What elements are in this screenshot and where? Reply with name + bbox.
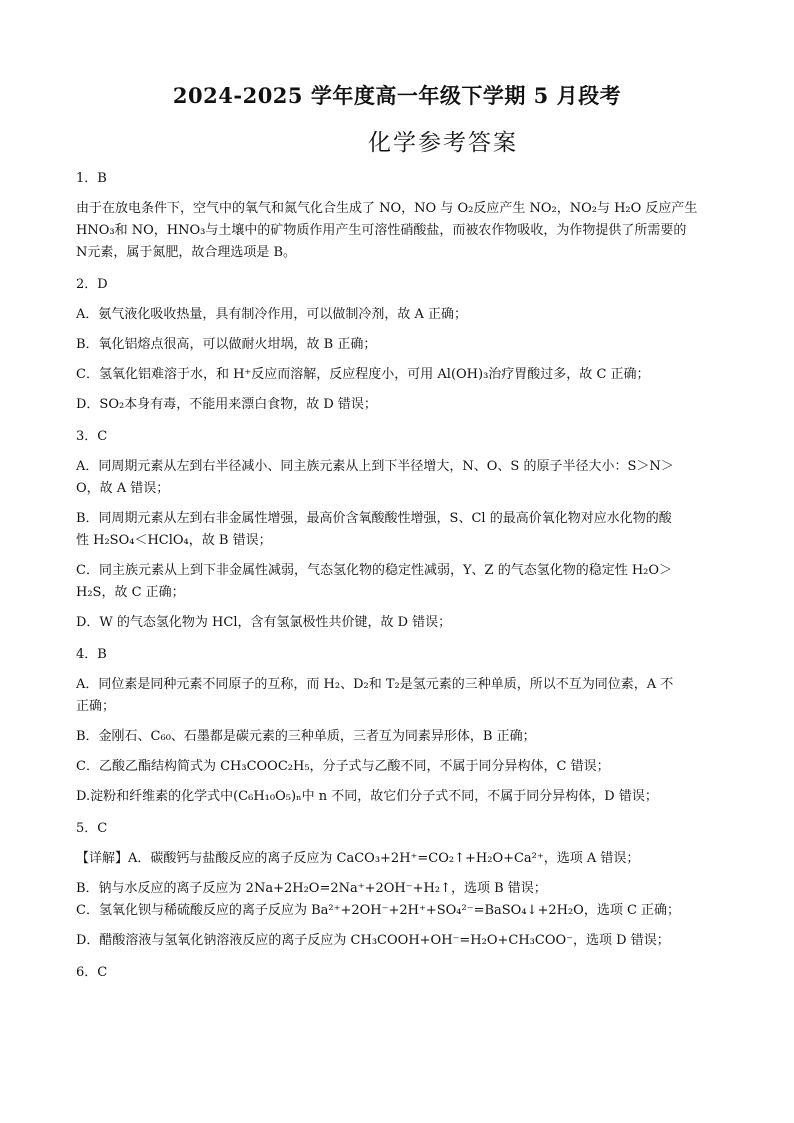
answer-line: C．氢氧化钡与稀硫酸反应的离子反应为 Ba²⁺+2OH⁻+2H⁺+SO₄²⁻=BaSO₄↓+2H₂O，选项 C 正确； — [76, 903, 681, 918]
answer-line: D.淀粉和纤维素的化学式中(C₆H₁₀O₅)ₙ中 n 不同，故它们分子式不同，不属于同分异构体，D 错误； — [76, 789, 658, 804]
answer-line: A．氨气液化吸收热量，具有制冷作用，可以做制冷剂，故 A 正确； — [76, 307, 468, 322]
answer-line: D．SO₂本身有毒，不能用来漂白食物，故 D 错误； — [76, 397, 377, 412]
answer-line: C．氢氧化铝难溶于水，和 H⁺反应而溶解，反应程度小，可用 Al(OH)₃治疗胃酸过多，故 C 正确； — [76, 367, 650, 382]
question-number: 6．C — [76, 965, 108, 980]
answer-line: O，故 A 错误； — [76, 481, 170, 496]
document-title: 2024-2025 学年度高一年级下学期 5 月段考 — [172, 83, 622, 108]
answer-line: N元素，属于氮肥，故合理选项是 B。 — [76, 245, 297, 260]
answer-line: 正确； — [76, 699, 116, 714]
answer-line: D．W 的气态氢化物为 HCl，含有氢氯极性共价键，故 D 错误； — [76, 615, 452, 630]
document-subtitle: 化学参考答案 — [368, 130, 518, 156]
answer-line: D．醋酸溶液与氢氧化钠溶液反应的离子反应为 CH₃COOH+OH⁻=H₂O+CH₃COO⁻，选项 D 错误； — [76, 933, 670, 948]
answer-line: 【详解】A．碳酸钙与盐酸反应的离子反应为 CaCO₃+2H⁺=CO₂↑+H₂O+Ca²⁺，选项 A 错误； — [76, 851, 640, 866]
answer-line: A．同位素是同种元素不同原子的互称，而 H₂、D₂和 T₂是氢元素的三种单质，所以不互为同位素，A 不 — [76, 677, 674, 692]
question-number: 2．D — [76, 277, 108, 292]
question-number: 1．B — [76, 171, 107, 186]
answer-line: C．同主族元素从上到下非金属性减弱，气态氢化物的稳定性减弱，Y、Z 的气态氢化物的稳定性 H₂O＞ — [76, 563, 673, 578]
question-number: 3．C — [76, 429, 108, 444]
answer-line: 由于在放电条件下，空气中的氧气和氮气化合生成了 NO，NO 与 O₂反应产生 NO₂，NO₂与 H₂O 反应产生 — [76, 201, 698, 216]
answer-line: HNO₃和 NO，HNO₃与土壤中的矿物质作用产生可溶性硝酸盐，而被农作物吸收，为作物提供了所需要的 — [76, 223, 687, 238]
answer-line: 性 H₂SO₄＜HClO₄，故 B 错误； — [76, 533, 272, 548]
question-number: 4．B — [76, 647, 107, 662]
answer-line: B．氧化铝熔点很高，可以做耐火坩埚，故 B 正确； — [76, 337, 377, 352]
question-number: 5．C — [76, 821, 108, 836]
answer-content — [76, 166, 720, 992]
answer-line: B．金刚石、C₆₀、石墨都是碳元素的三种单质，三者互为同素异形体，B 正确； — [76, 729, 536, 744]
answer-line: B．钠与水反应的离子反应为 2Na+2H₂O=2Na⁺+2OH⁻+H₂↑，选项 B 错误； — [76, 881, 547, 896]
answer-line: C．乙酸乙酯结构简式为 CH₃COOC₂H₅，分子式与乙酸不同，不属于同分异构体，C 错误； — [76, 759, 610, 774]
answer-line: B．同周期元素从左到右非金属性增强，最高价含氧酸酸性增强，S、Cl 的最高价氧化物对应水化物的酸 — [76, 511, 672, 526]
answer-line: A．同周期元素从左到右半径减小、同主族元素从上到下半径增大，N、O、S 的原子半径大小：S＞N＞ — [76, 459, 674, 474]
answer-line: H₂S，故 C 正确； — [76, 585, 185, 600]
